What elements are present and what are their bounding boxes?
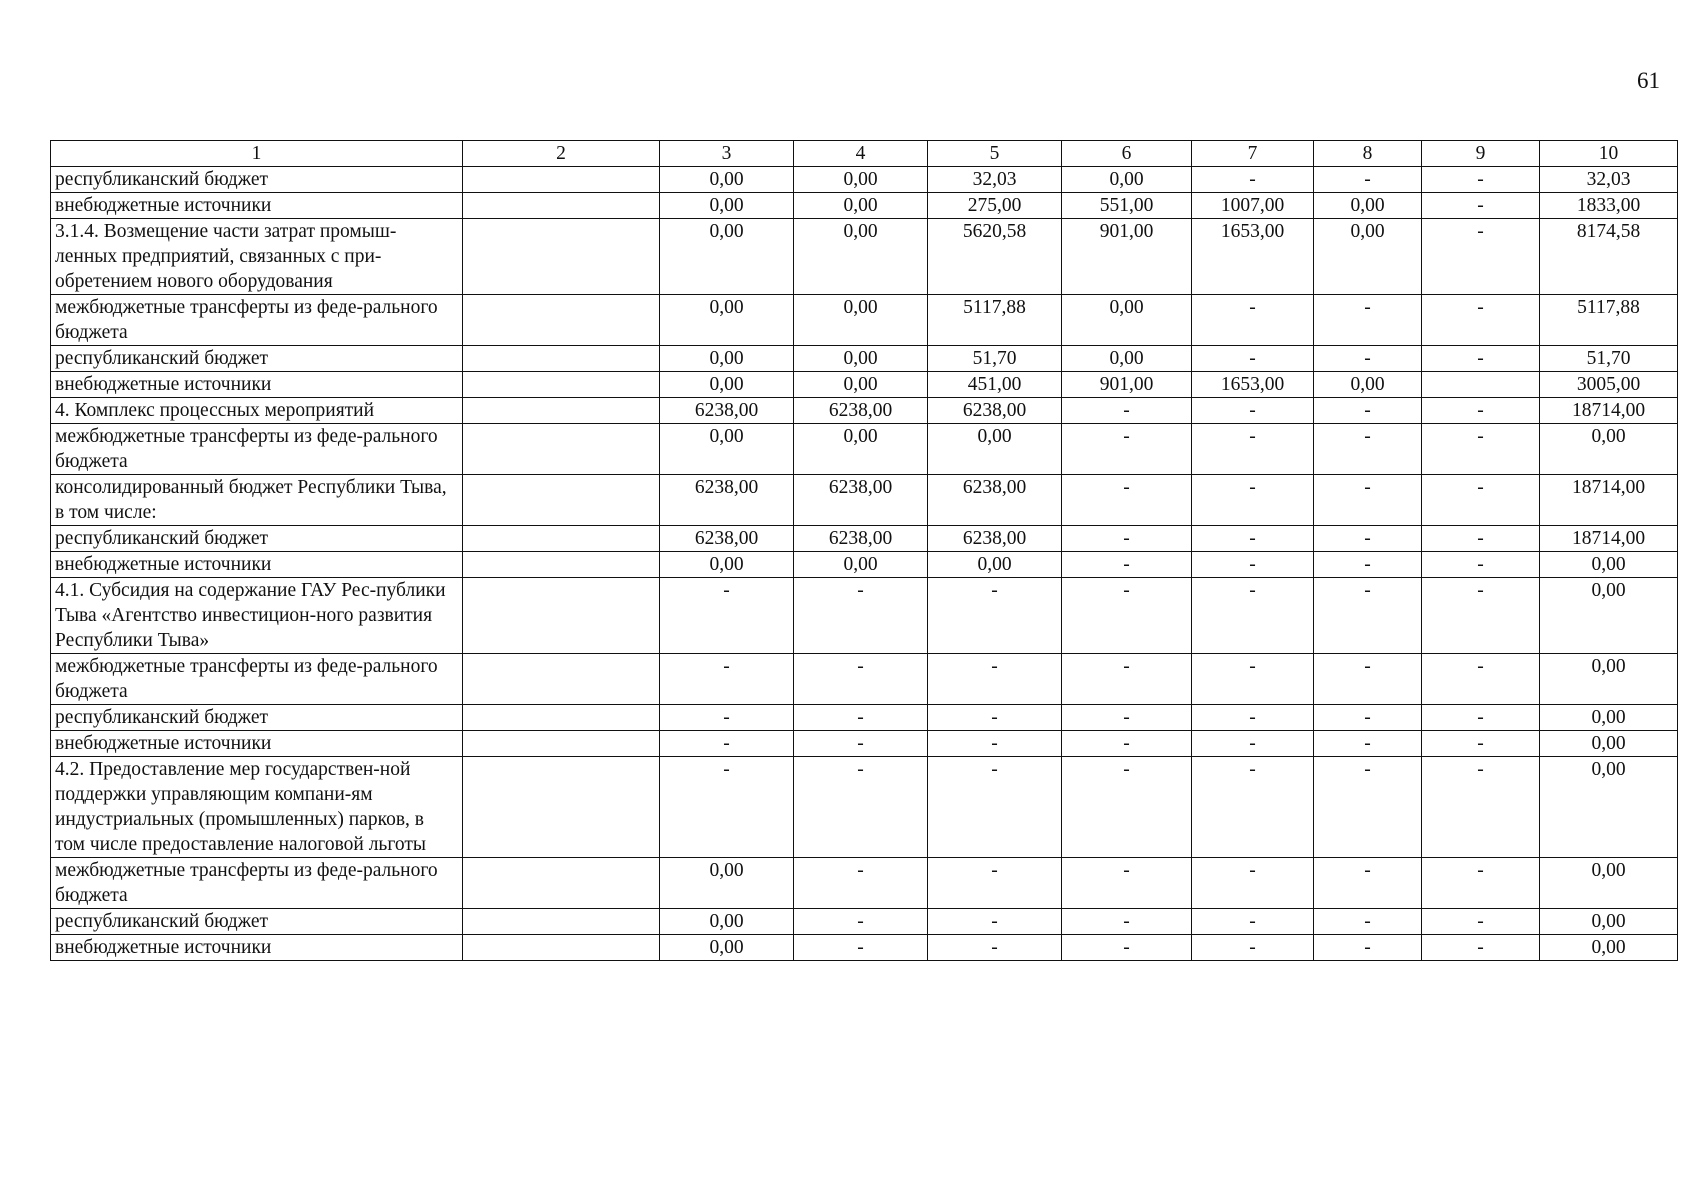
empty-cell	[463, 167, 660, 193]
value-cell: -	[1062, 475, 1192, 526]
empty-cell	[463, 552, 660, 578]
value-cell: 1653,00	[1192, 219, 1314, 295]
row-label: внебюджетные источники	[51, 193, 463, 219]
table-row	[51, 398, 1678, 424]
empty-cell	[463, 372, 660, 398]
value-cell: 51,70	[1540, 346, 1678, 372]
value-cell: 6238,00	[660, 526, 794, 552]
column-header: 8	[1314, 141, 1422, 167]
row-label: республиканский бюджет	[51, 909, 463, 935]
value-cell: -	[1192, 935, 1314, 961]
value-cell: 18714,00	[1540, 398, 1678, 424]
value-cell: -	[794, 935, 928, 961]
value-cell: -	[1192, 398, 1314, 424]
table-row	[51, 295, 1678, 346]
value-cell: -	[1062, 731, 1192, 757]
value-cell: 6238,00	[660, 475, 794, 526]
value-cell: 551,00	[1062, 193, 1192, 219]
page-number: 61	[1637, 68, 1660, 93]
value-cell: -	[1422, 578, 1540, 654]
value-cell: -	[1314, 346, 1422, 372]
value-cell: -	[1314, 475, 1422, 526]
value-cell: 0,00	[1314, 372, 1422, 398]
value-cell: -	[1062, 705, 1192, 731]
empty-cell	[463, 731, 660, 757]
value-cell: -	[928, 909, 1062, 935]
table-row	[51, 578, 1678, 654]
row-label: 4. Комплекс процессных мероприятий	[51, 398, 463, 424]
row-label: 3.1.4. Возмещение части затрат промыш-ленных предприятий, связанных с при-обретением нового оборудования	[51, 219, 463, 295]
value-cell: -	[1314, 167, 1422, 193]
empty-cell	[463, 858, 660, 909]
table-row	[51, 219, 1678, 295]
row-label: внебюджетные источники	[51, 372, 463, 398]
value-cell: -	[1062, 398, 1192, 424]
value-cell: -	[794, 858, 928, 909]
value-cell: -	[794, 757, 928, 858]
empty-cell	[463, 219, 660, 295]
value-cell: 51,70	[928, 346, 1062, 372]
table-row	[51, 424, 1678, 475]
value-cell: -	[1192, 654, 1314, 705]
value-cell: 0,00	[794, 424, 928, 475]
column-header: 1	[51, 141, 463, 167]
column-header: 5	[928, 141, 1062, 167]
value-cell: 6238,00	[794, 526, 928, 552]
column-header: 2	[463, 141, 660, 167]
value-cell: 0,00	[660, 552, 794, 578]
value-cell: 0,00	[660, 935, 794, 961]
value-cell: -	[1422, 654, 1540, 705]
value-cell: -	[1422, 475, 1540, 526]
row-label: межбюджетные трансферты из феде-рального бюджета	[51, 654, 463, 705]
value-cell: -	[660, 705, 794, 731]
row-label: внебюджетные источники	[51, 731, 463, 757]
value-cell: -	[1192, 757, 1314, 858]
row-label: внебюджетные источники	[51, 552, 463, 578]
value-cell: -	[1192, 295, 1314, 346]
value-cell: 0,00	[660, 167, 794, 193]
value-cell: 0,00	[794, 295, 928, 346]
empty-cell	[463, 193, 660, 219]
column-header: 9	[1422, 141, 1540, 167]
value-cell: -	[1192, 578, 1314, 654]
table-row	[51, 475, 1678, 526]
column-header: 10	[1540, 141, 1678, 167]
empty-cell	[463, 398, 660, 424]
row-label: внебюджетные источники	[51, 935, 463, 961]
table-row	[51, 858, 1678, 909]
value-cell: -	[794, 578, 928, 654]
value-cell: -	[1314, 526, 1422, 552]
value-cell: 451,00	[928, 372, 1062, 398]
value-cell: -	[928, 858, 1062, 909]
table-row	[51, 654, 1678, 705]
column-header: 6	[1062, 141, 1192, 167]
value-cell: -	[1314, 909, 1422, 935]
value-cell: 0,00	[794, 193, 928, 219]
value-cell: 0,00	[1540, 935, 1678, 961]
table-row	[51, 757, 1678, 858]
value-cell: 0,00	[660, 219, 794, 295]
value-cell: 0,00	[1540, 909, 1678, 935]
value-cell: 0,00	[1314, 193, 1422, 219]
value-cell: 0,00	[1540, 654, 1678, 705]
value-cell: -	[1422, 295, 1540, 346]
value-cell: -	[1314, 578, 1422, 654]
value-cell: 275,00	[928, 193, 1062, 219]
value-cell: 901,00	[1062, 219, 1192, 295]
value-cell: -	[928, 935, 1062, 961]
value-cell: 0,00	[660, 193, 794, 219]
value-cell: -	[1314, 757, 1422, 858]
row-label: межбюджетные трансферты из феде-рального бюджета	[51, 424, 463, 475]
value-cell: -	[928, 705, 1062, 731]
value-cell: 901,00	[1062, 372, 1192, 398]
value-cell: -	[1062, 654, 1192, 705]
table-header-row	[51, 141, 1678, 167]
value-cell: -	[794, 731, 928, 757]
empty-cell	[463, 424, 660, 475]
value-cell: -	[1192, 731, 1314, 757]
row-label: республиканский бюджет	[51, 705, 463, 731]
row-label: межбюджетные трансферты из феде-рального бюджета	[51, 295, 463, 346]
value-cell: 0,00	[1540, 578, 1678, 654]
value-cell: 6238,00	[660, 398, 794, 424]
value-cell: 1653,00	[1192, 372, 1314, 398]
value-cell: 0,00	[1540, 424, 1678, 475]
value-cell: -	[660, 757, 794, 858]
row-label: 4.1. Субсидия на содержание ГАУ Рес-публики Тыва «Агентство инвестицион-ного развития Республики Тыва»	[51, 578, 463, 654]
value-cell: -	[1314, 295, 1422, 346]
value-cell: 0,00	[794, 219, 928, 295]
value-cell: -	[794, 654, 928, 705]
table-row	[51, 935, 1678, 961]
budget-table	[50, 140, 1678, 961]
value-cell: 0,00	[1062, 346, 1192, 372]
empty-cell	[463, 654, 660, 705]
value-cell: 0,00	[1540, 552, 1678, 578]
table-row	[51, 346, 1678, 372]
value-cell: -	[1422, 193, 1540, 219]
table-row	[51, 909, 1678, 935]
value-cell: -	[1422, 552, 1540, 578]
value-cell: 6238,00	[928, 526, 1062, 552]
row-label: межбюджетные трансферты из феде-рального бюджета	[51, 858, 463, 909]
value-cell: -	[1062, 552, 1192, 578]
value-cell: 0,00	[660, 372, 794, 398]
value-cell: -	[1422, 909, 1540, 935]
table-row	[51, 705, 1678, 731]
empty-cell	[463, 935, 660, 961]
value-cell: -	[1422, 424, 1540, 475]
value-cell: -	[1422, 167, 1540, 193]
value-cell: 0,00	[660, 346, 794, 372]
value-cell: -	[1062, 757, 1192, 858]
value-cell: -	[1422, 935, 1540, 961]
value-cell: -	[794, 909, 928, 935]
value-cell: -	[1192, 858, 1314, 909]
value-cell: 6238,00	[928, 398, 1062, 424]
value-cell: 32,03	[928, 167, 1062, 193]
row-label: республиканский бюджет	[51, 167, 463, 193]
table-body	[51, 167, 1678, 961]
empty-cell	[463, 475, 660, 526]
value-cell: 0,00	[660, 424, 794, 475]
value-cell: -	[1062, 909, 1192, 935]
value-cell: -	[660, 654, 794, 705]
value-cell: -	[1192, 475, 1314, 526]
value-cell: 0,00	[794, 552, 928, 578]
value-cell: 0,00	[928, 552, 1062, 578]
value-cell: 0,00	[1540, 858, 1678, 909]
value-cell: -	[1062, 424, 1192, 475]
value-cell: -	[928, 757, 1062, 858]
value-cell: -	[1422, 858, 1540, 909]
value-cell: 0,00	[1540, 757, 1678, 858]
table-row	[51, 167, 1678, 193]
value-cell: 0,00	[928, 424, 1062, 475]
value-cell: -	[928, 654, 1062, 705]
value-cell: -	[1314, 858, 1422, 909]
value-cell: -	[1192, 346, 1314, 372]
table-row	[51, 193, 1678, 219]
value-cell: -	[1422, 346, 1540, 372]
value-cell: -	[1192, 167, 1314, 193]
empty-cell	[463, 757, 660, 858]
value-cell: -	[1192, 424, 1314, 475]
value-cell: 5117,88	[1540, 295, 1678, 346]
value-cell: -	[660, 731, 794, 757]
value-cell: 6238,00	[928, 475, 1062, 526]
value-cell: -	[1192, 552, 1314, 578]
value-cell: 0,00	[1062, 295, 1192, 346]
table-row	[51, 552, 1678, 578]
value-cell: -	[1422, 398, 1540, 424]
value-cell: -	[1422, 526, 1540, 552]
value-cell: 6238,00	[794, 475, 928, 526]
value-cell: -	[1314, 424, 1422, 475]
value-cell: 6238,00	[794, 398, 928, 424]
value-cell: -	[1062, 858, 1192, 909]
value-cell: -	[1062, 526, 1192, 552]
value-cell: 0,00	[660, 295, 794, 346]
value-cell: 5117,88	[928, 295, 1062, 346]
value-cell: 0,00	[794, 346, 928, 372]
value-cell: 32,03	[1540, 167, 1678, 193]
value-cell: 0,00	[660, 909, 794, 935]
empty-cell	[463, 909, 660, 935]
value-cell: 1007,00	[1192, 193, 1314, 219]
table-row	[51, 372, 1678, 398]
row-label: 4.2. Предоставление мер государствен-ной поддержки управляющим компани-ям индустриальных (промышленных) парков, в том числе предоставление налоговой льготы	[51, 757, 463, 858]
column-header: 7	[1192, 141, 1314, 167]
value-cell: -	[1314, 654, 1422, 705]
value-cell: 1833,00	[1540, 193, 1678, 219]
empty-cell	[463, 705, 660, 731]
value-cell	[1422, 372, 1540, 398]
value-cell: 5620,58	[928, 219, 1062, 295]
value-cell: 0,00	[1062, 167, 1192, 193]
value-cell: 0,00	[1540, 705, 1678, 731]
value-cell: -	[1192, 705, 1314, 731]
value-cell: 0,00	[1540, 731, 1678, 757]
value-cell: -	[928, 731, 1062, 757]
value-cell: 0,00	[794, 167, 928, 193]
value-cell: -	[1314, 731, 1422, 757]
value-cell: -	[1314, 552, 1422, 578]
column-header: 4	[794, 141, 928, 167]
value-cell: -	[1314, 398, 1422, 424]
table-row	[51, 526, 1678, 552]
value-cell: 3005,00	[1540, 372, 1678, 398]
column-header: 3	[660, 141, 794, 167]
value-cell: -	[928, 578, 1062, 654]
value-cell: -	[1422, 219, 1540, 295]
value-cell: -	[1314, 935, 1422, 961]
value-cell: 0,00	[794, 372, 928, 398]
value-cell: -	[1314, 705, 1422, 731]
value-cell: 0,00	[660, 858, 794, 909]
value-cell: -	[1422, 731, 1540, 757]
value-cell: 0,00	[1314, 219, 1422, 295]
value-cell: -	[794, 705, 928, 731]
table-row	[51, 731, 1678, 757]
empty-cell	[463, 526, 660, 552]
value-cell: -	[1062, 935, 1192, 961]
row-label: республиканский бюджет	[51, 346, 463, 372]
value-cell: -	[1422, 705, 1540, 731]
value-cell: -	[1062, 578, 1192, 654]
empty-cell	[463, 578, 660, 654]
empty-cell	[463, 295, 660, 346]
value-cell: -	[1422, 757, 1540, 858]
value-cell: -	[1192, 526, 1314, 552]
value-cell: 8174,58	[1540, 219, 1678, 295]
value-cell: -	[660, 578, 794, 654]
value-cell: -	[1192, 909, 1314, 935]
row-label: консолидированный бюджет Республики Тыва, в том числе:	[51, 475, 463, 526]
value-cell: 18714,00	[1540, 526, 1678, 552]
row-label: республиканский бюджет	[51, 526, 463, 552]
empty-cell	[463, 346, 660, 372]
value-cell: 18714,00	[1540, 475, 1678, 526]
